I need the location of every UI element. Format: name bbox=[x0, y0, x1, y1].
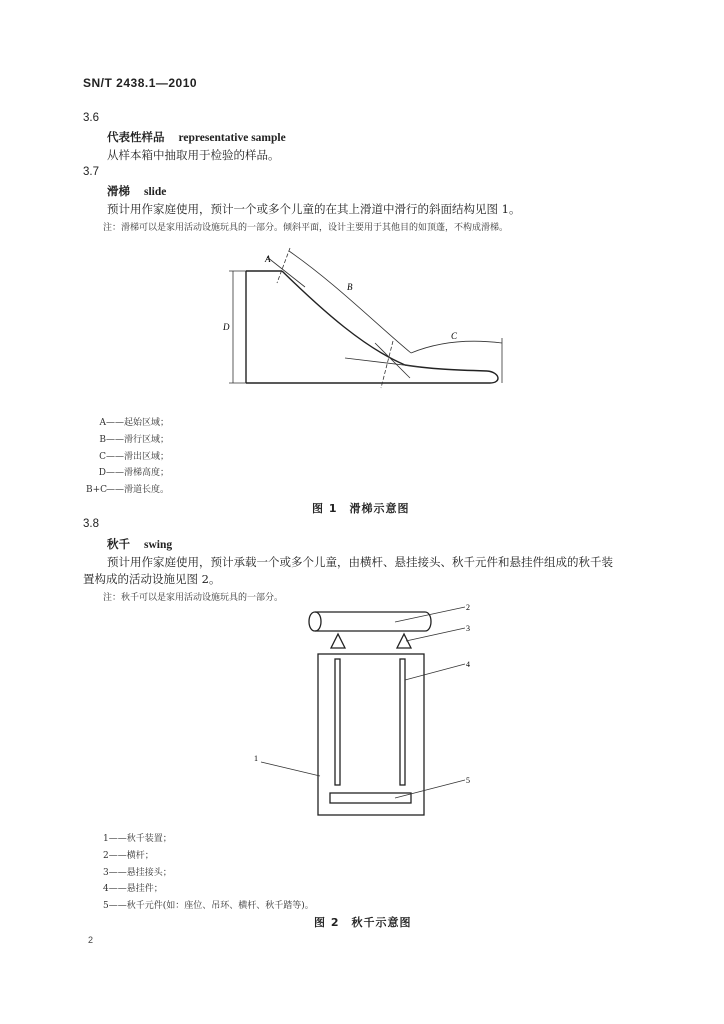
label-c: C bbox=[451, 331, 458, 341]
swing-diagram bbox=[245, 598, 485, 818]
figure2-caption: 图 2 秋千示意图 bbox=[314, 916, 412, 929]
leader-line-2 bbox=[395, 607, 465, 622]
definition-3-7: 预计用作家庭使用，预计一个或多个儿童的在其上滑道中滑行的斜面结构见图 1。 bbox=[107, 202, 521, 216]
definition-3-6: 从样本箱中抽取用于检验的样品。 bbox=[107, 148, 280, 162]
legend-item: 1——秋千装置； bbox=[103, 834, 172, 844]
label-2: 2 bbox=[466, 603, 470, 612]
legend-item: B+C——滑道长度。 bbox=[86, 485, 170, 495]
hanging-joint-right bbox=[397, 634, 411, 648]
document-header: SN/T 2438.1—2010 bbox=[83, 76, 198, 90]
leader-line-1 bbox=[261, 762, 320, 776]
label-5: 5 bbox=[466, 776, 470, 785]
label-3: 3 bbox=[466, 624, 470, 633]
definition-3-8-line2: 置构成的活动设施见图 2。 bbox=[83, 572, 221, 586]
label-1: 1 bbox=[254, 754, 258, 763]
leader-line-4 bbox=[405, 664, 465, 680]
label-4: 4 bbox=[466, 660, 470, 669]
term-en: swing bbox=[144, 539, 173, 551]
slide-diagram bbox=[215, 243, 515, 393]
section-number-3-6: 3.6 bbox=[83, 112, 99, 124]
note-3-7: 注：滑梯可以是家用活动设施玩具的一部分。倾斜平面，设计主要用于其他目的如顶蓬，不构成滑梯。 bbox=[103, 223, 509, 233]
swing-device-frame bbox=[318, 654, 424, 815]
page-number: 2 bbox=[88, 935, 94, 945]
section-number-3-8: 3.8 bbox=[83, 518, 99, 530]
label-d: D bbox=[223, 322, 230, 332]
legend-item: B——滑行区域； bbox=[99, 435, 170, 445]
construction-line-a bbox=[267, 257, 305, 287]
term-cn: 秋千 bbox=[107, 537, 130, 551]
swing-seat bbox=[330, 793, 411, 803]
legend-item: 4——悬挂件； bbox=[103, 884, 163, 894]
slide-runout-end bbox=[487, 371, 498, 383]
legend-item: D——滑梯高度； bbox=[98, 468, 170, 478]
legend-item: 3——悬挂接头； bbox=[103, 868, 172, 878]
term-representative-sample bbox=[107, 129, 286, 145]
suspension-member-right bbox=[400, 659, 405, 785]
dimension-c-arc bbox=[411, 341, 502, 353]
term-en: slide bbox=[144, 186, 167, 198]
construction-line-c bbox=[375, 343, 410, 378]
slide-chute-curve bbox=[282, 271, 487, 371]
label-b: B bbox=[347, 282, 353, 292]
note-3-8: 注：秋千可以是家用活动设施玩具的一部分。 bbox=[103, 593, 284, 603]
legend-item: 5——秋千元件(如：座位、吊环、横杆、秋千踏等)。 bbox=[103, 901, 314, 911]
dimension-b-arc bbox=[289, 251, 411, 353]
label-a: A bbox=[265, 254, 271, 264]
construction-line-b bbox=[345, 358, 420, 367]
leader-line-3 bbox=[406, 628, 465, 641]
legend-item: A——起始区域； bbox=[99, 418, 170, 428]
term-swing bbox=[107, 536, 172, 552]
hanging-joint-left bbox=[331, 634, 345, 648]
suspension-member-left bbox=[335, 659, 340, 785]
definition-3-8-line1: 预计用作家庭使用，预计承载一个或多个儿童，由横杆、悬挂接头、秋千元件和悬挂件组成的秋千装 bbox=[107, 555, 613, 569]
term-cn: 代表性样品 bbox=[107, 130, 165, 144]
dashdot-line-bottom bbox=[381, 341, 393, 388]
figure1-caption: 图 1 滑梯示意图 bbox=[312, 502, 410, 515]
legend-item: 2——横杆； bbox=[103, 851, 154, 861]
section-number-3-7: 3.7 bbox=[83, 166, 99, 178]
term-en: representative sample bbox=[178, 132, 286, 144]
term-cn: 滑梯 bbox=[107, 184, 130, 198]
legend-item: C——滑出区域； bbox=[99, 452, 170, 462]
term-slide bbox=[107, 183, 166, 199]
